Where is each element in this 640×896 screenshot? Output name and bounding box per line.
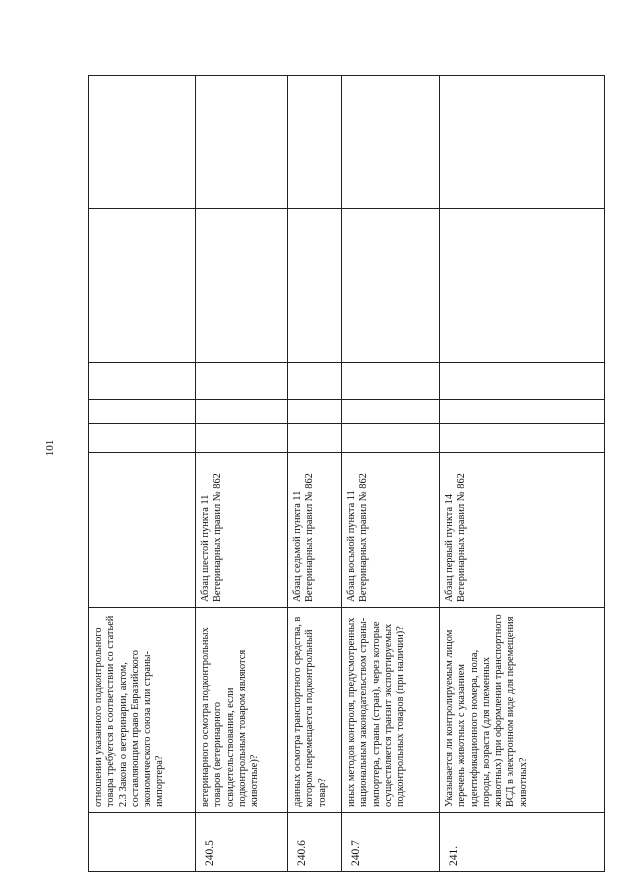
table-row (196, 76, 288, 872)
question-cell: ветеринарного осмотра подконтрольных товаров (ветеринарного освидетельствования, если подконтрольным товаром являются животные)? (196, 608, 288, 813)
page-number: 101 (44, 439, 56, 457)
table-row (440, 76, 605, 872)
answer-no-cell (440, 400, 605, 424)
question-cell: отношении указанного подконтрольного товара требуется в соответствии со статьей 2.3 Закона о ветеринарии, актом, составляющим право Евразийского экономического союза или страны-импортера? (89, 608, 196, 813)
answer-yes-cell (288, 424, 342, 453)
reference-cell: Абзац седьмой пункта 11 Ветеринарных правил № 862 (288, 453, 342, 608)
answer-no-cell (196, 400, 288, 424)
row-number: 241. (440, 813, 605, 872)
answer-yes-cell (440, 424, 605, 453)
table-row (89, 76, 196, 872)
reference-cell: Абзац шестой пункта 11 Ветеринарных правил № 862 (196, 453, 288, 608)
checklist-table-container (88, 76, 604, 872)
comment-cell (196, 209, 288, 363)
landscape-table-frame (88, 76, 604, 872)
answer-yes-cell (196, 424, 288, 453)
answer-no-cell (89, 400, 196, 424)
note-cell (288, 76, 342, 209)
row-number: 240.5 (196, 813, 288, 872)
comment-cell (288, 209, 342, 363)
answer-na-cell (342, 363, 440, 400)
question-cell: иных методов контроля, предусмотренных национальным законодательством страны-импортера, страны (стран), через которые осуществляется транзит экспортируемых подконтрольных товаров (при наличии)? (342, 608, 440, 813)
question-cell: данных осмотра транспортного средства, в котором перемещается подконтрольный товар? (288, 608, 342, 813)
answer-na-cell (288, 363, 342, 400)
table-row (288, 76, 342, 872)
answer-no-cell (342, 400, 440, 424)
question-cell: Указывается ли контролируемым лицом перечень животных с указанием идентификационного номера, пола, породы, возраста (для племенных животных) при оформлении транспортного ВСД в электронном виде для перемещения животных? (440, 608, 605, 813)
checklist-table (88, 75, 605, 872)
table-row (342, 76, 440, 872)
note-cell (342, 76, 440, 209)
note-cell (89, 76, 196, 209)
reference-cell: Абзац восьмой пункта 11 Ветеринарных правил № 862 (342, 453, 440, 608)
answer-na-cell (196, 363, 288, 400)
answer-na-cell (89, 363, 196, 400)
answer-na-cell (440, 363, 605, 400)
reference-cell (89, 453, 196, 608)
row-number (89, 813, 196, 872)
comment-cell (89, 209, 196, 363)
note-cell (440, 76, 605, 209)
note-cell (196, 76, 288, 209)
row-number: 240.7 (342, 813, 440, 872)
answer-yes-cell (342, 424, 440, 453)
row-number: 240.6 (288, 813, 342, 872)
comment-cell (342, 209, 440, 363)
answer-yes-cell (89, 424, 196, 453)
comment-cell (440, 209, 605, 363)
answer-no-cell (288, 400, 342, 424)
reference-cell: Абзац первый пункта 14 Ветеринарных правил № 862 (440, 453, 605, 608)
